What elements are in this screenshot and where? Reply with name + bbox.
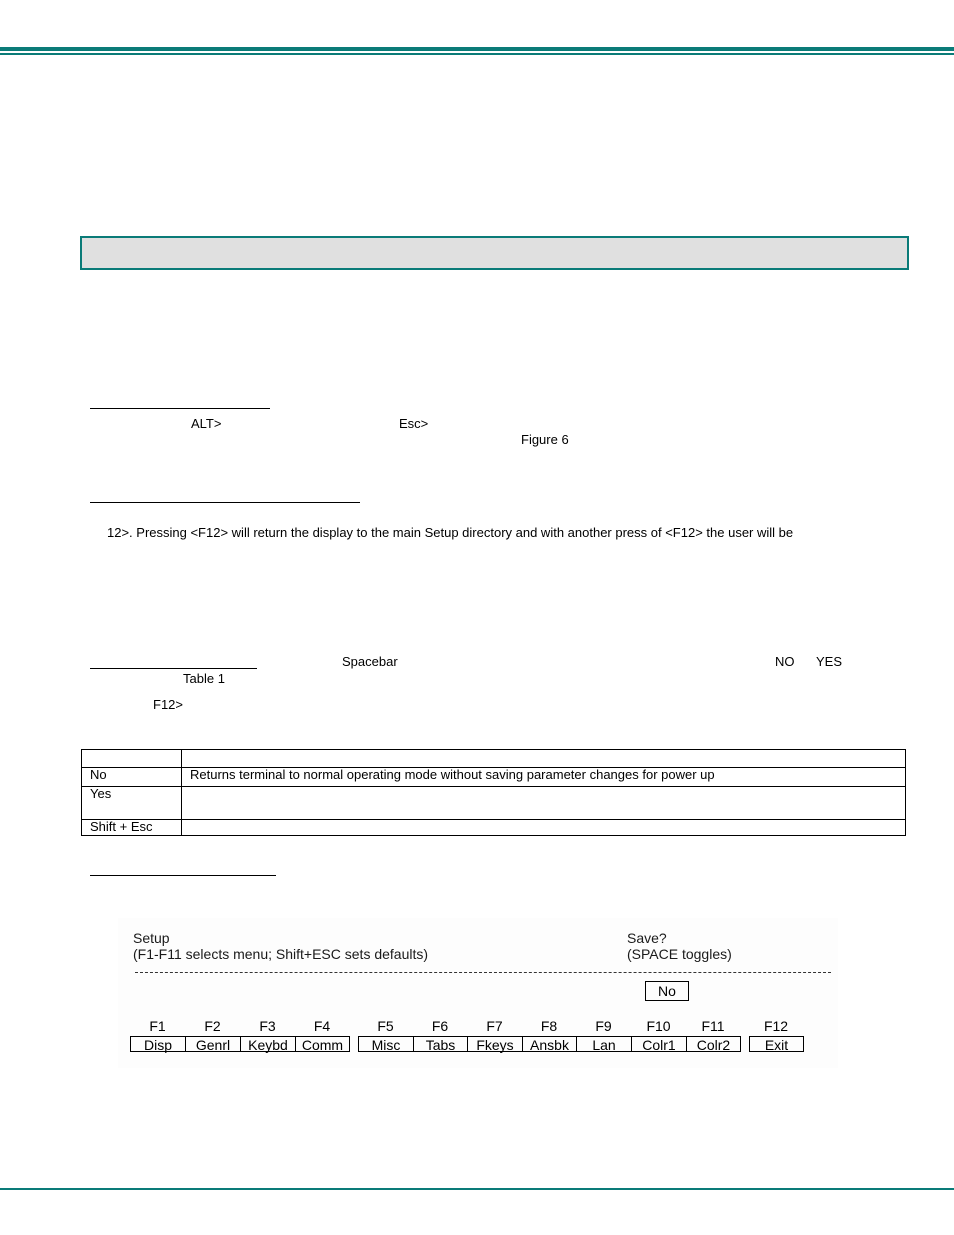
table-cell-desc [182,820,906,836]
table-row [82,787,906,820]
menu-key-lan[interactable]: Lan [576,1036,632,1052]
table-row [82,768,906,787]
header-rule-thin [0,53,954,55]
menu-key-exit[interactable]: Exit [749,1036,804,1052]
save-value-box[interactable]: No [645,981,689,1001]
screen-divider [135,972,831,973]
menu-key-comm[interactable]: Comm [295,1036,350,1052]
table-row [82,820,906,836]
fkey-label: F2 [204,1018,221,1034]
menu-key-disp[interactable]: Disp [130,1036,186,1052]
table-cell-key: Yes [82,787,182,820]
save-label: Save? [627,930,667,946]
footer-rule [0,1188,954,1190]
heading-underline-3 [90,668,257,669]
table-cell-desc [182,750,906,768]
fkey-label: F5 [377,1018,394,1034]
fkey-label: F4 [313,1018,331,1034]
fkey-label: F10 [646,1018,671,1034]
fkey-label: F9 [595,1018,612,1034]
fkey-label: F1 [149,1018,166,1034]
heading-underline-2 [90,502,360,503]
table-cell-key [82,750,182,768]
no-option-text: NO [775,654,795,669]
menu-key-genrl[interactable]: Genrl [185,1036,241,1052]
save-options-table [81,749,906,836]
section-title-band [80,236,909,270]
fkey-label: F11 [701,1018,725,1034]
spacebar-text: Spacebar [342,654,398,669]
table-ref-text: Table 1 [183,671,225,686]
fkey-label: F6 [431,1018,449,1034]
esc-key-text: Esc> [399,416,429,431]
setup-subtitle: (F1-F11 selects menu; Shift+ESC sets defaults) [133,946,429,962]
menu-key-misc[interactable]: Misc [358,1036,414,1052]
setup-title: Setup [133,930,170,946]
fkey-label: F8 [540,1018,558,1034]
f12-key-text: F12> [153,697,183,712]
menu-key-keybd[interactable]: Keybd [240,1036,296,1052]
fkey-label: F12 [763,1018,789,1034]
table-cell-key: No [82,768,182,787]
save-hint: (SPACE toggles) [627,946,732,962]
table-cell-key: Shift + Esc [82,820,182,836]
figure-ref-text: Figure 6 [521,432,569,447]
header-rule-thick [0,47,954,51]
fkey-label: F7 [486,1018,503,1034]
alt-key-text: ALT> [191,416,222,431]
heading-underline-4 [90,875,276,876]
menu-key-colr2[interactable]: Colr2 [686,1036,741,1052]
menu-key-fkeys[interactable]: Fkeys [467,1036,523,1052]
table-cell-desc [182,787,906,820]
heading-underline-1 [90,408,270,409]
yes-option-text: YES [816,654,843,669]
menu-key-ansbk[interactable]: Ansbk [522,1036,577,1052]
table-row [82,750,906,768]
fkey-label: F3 [259,1018,276,1034]
table-cell-desc: Returns terminal to normal operating mode without saving parameter changes for power up [182,768,906,787]
f12-paragraph: 12>. Pressing <F12> will return the display to the main Setup directory and with another press of <F12> the user will be [107,525,794,540]
menu-key-tabs[interactable]: Tabs [413,1036,468,1052]
menu-key-colr1[interactable]: Colr1 [631,1036,687,1052]
